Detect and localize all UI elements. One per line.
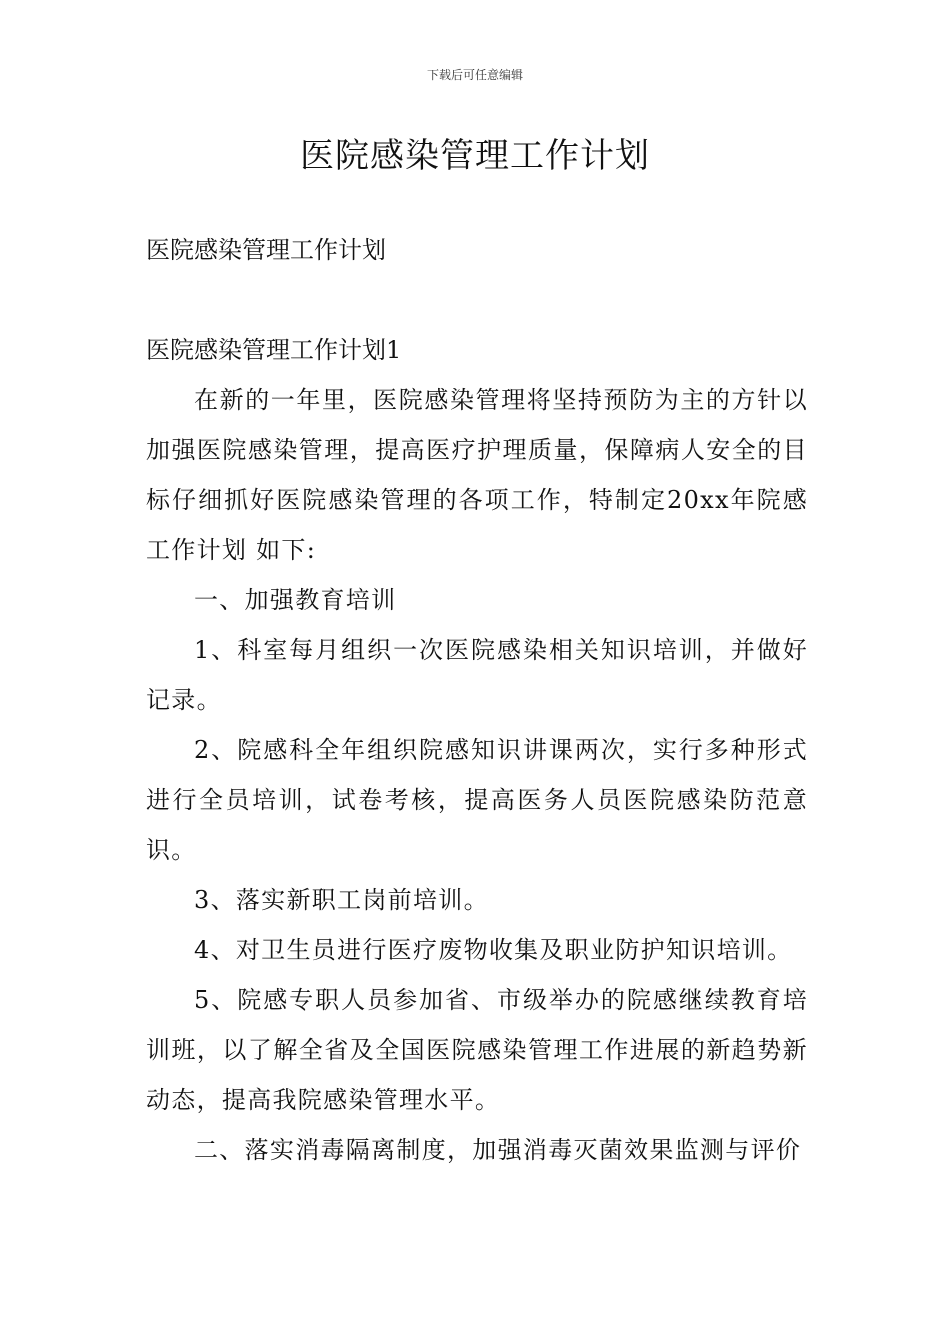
paragraph-item-4: 4、对卫生员进行医疗废物收集及职业防护知识培训。 [194, 936, 793, 964]
header-note: 下载后可任意编辑 [426, 68, 523, 82]
paragraph-item-1: 1、科室每月组织一次医院感染相关知识培训，并做好记录。 [146, 636, 808, 714]
paragraph-item-3: 3、落实新职工岗前培训。 [194, 886, 489, 914]
document-title: 医院感染管理工作计划 [300, 136, 650, 176]
document-body [146, 375, 808, 1175]
heading-disinfection: 二、落实消毒隔离制度，加强消毒灭菌效果监测与评价 [194, 1136, 802, 1164]
paragraph-item-2: 2、院感科全年组织院感知识讲课两次，实行多种形式进行全员培训，试卷考核，提高医务人员医院感染防范意识。 [146, 736, 808, 864]
heading-education-training: 一、加强教育培训 [194, 586, 397, 614]
document-subtitle: 医院感染管理工作计划 [146, 236, 386, 264]
section-title: 医院感染管理工作计划1 [146, 336, 402, 364]
paragraph-intro: 在新的一年里，医院感染管理将坚持预防为主的方针以加强医院感染管理，提高医疗护理质量，保障病人安全的目标仔细抓好医院感染管理的各项工作，特制定20xx年院感工作计划 如下: [146, 386, 808, 564]
paragraph-item-5: 5、院感专职人员参加省、市级举办的院感继续教育培训班，以了解全省及全国医院感染管理工作进展的新趋势新动态，提高我院感染管理水平。 [146, 986, 808, 1114]
